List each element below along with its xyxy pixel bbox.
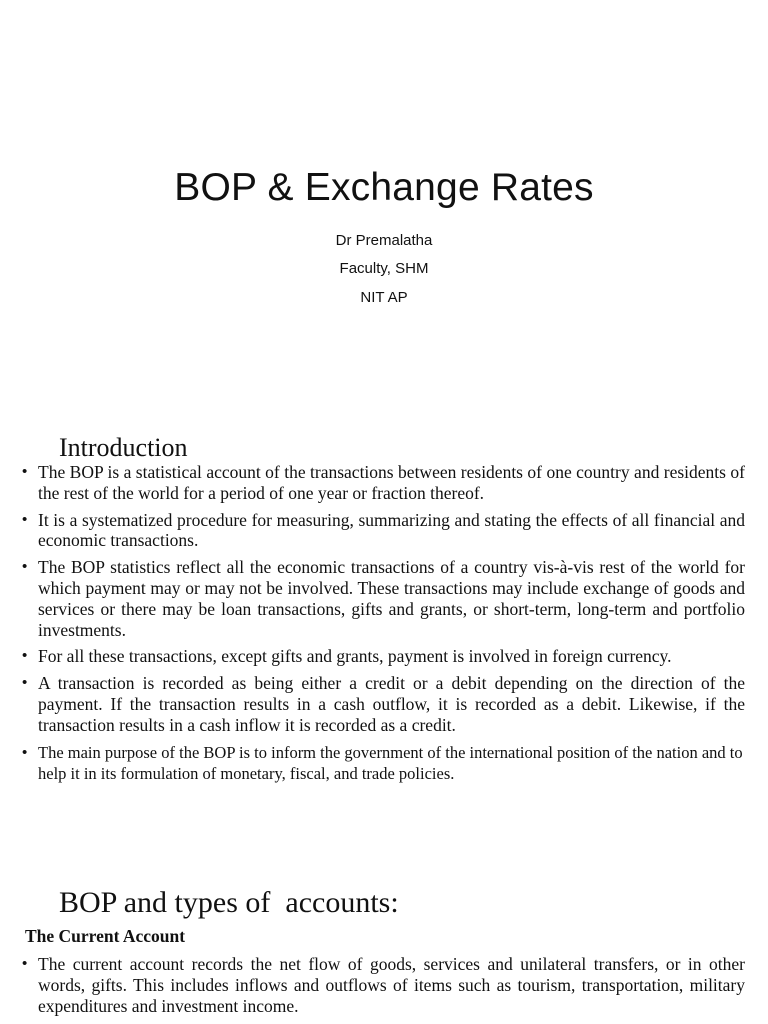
bullet-text: The main purpose of the BOP is to inform the government of the international position of the nation and to help it in its formulation of monetary, fiscal, and trade policies. xyxy=(38,742,743,783)
bullet-item xyxy=(22,742,745,784)
author-name: Dr Premalatha xyxy=(335,232,433,249)
introduction-bullet-list xyxy=(22,462,745,790)
bullet-text: For all these transactions, except gifts and grants, payment is involved in foreign currency. xyxy=(38,646,672,667)
title-slide xyxy=(0,0,768,405)
bullet-icon: • xyxy=(22,674,28,692)
introduction-heading: Introduction xyxy=(59,433,188,462)
bullet-item xyxy=(22,954,745,1016)
bullet-item xyxy=(22,646,745,667)
author-institute: NIT AP xyxy=(360,289,408,306)
bullet-text: A transaction is recorded as being either a credit or a debit depending on the direction of the payment. If the transaction results in a cash outflow, it is recorded as a debit. Likewise, if the transaction results in a cash inflow it is recorded as a credit. xyxy=(38,673,745,735)
bullet-text: It is a systematized procedure for measuring, summarizing and stating the effects of all financial and economic transactions. xyxy=(38,509,745,551)
bullet-icon: • xyxy=(22,955,28,972)
bullet-text: The BOP statistics reflect all the economic transactions of a country vis-à-vis rest of the world for which payment may or may not be involved. These transactions may include exchange of goods and services or there may be loan transactions, gifts and grants, or short-term, long-term and portfolio investments. xyxy=(38,557,745,640)
accounts-heading: BOP and types of accounts: xyxy=(59,886,399,919)
bullet-item xyxy=(22,673,745,735)
bullet-text: The current account records the net flow of goods, services and unilateral transfers, or in other words, gifts. This includes inflows and outflows of items such as tourism, transportation, military expenditures and investment income. xyxy=(38,954,745,1016)
bullet-item xyxy=(22,557,745,640)
bullet-icon: • xyxy=(22,558,28,576)
bullet-icon: • xyxy=(22,510,28,528)
introduction-slide xyxy=(0,405,768,860)
bullet-icon: • xyxy=(22,743,28,761)
current-account-subheading: The Current Account xyxy=(25,926,186,946)
bullet-icon: • xyxy=(22,647,28,665)
accounts-bullet-list xyxy=(22,954,745,1022)
bullet-item xyxy=(22,462,745,504)
accounts-slide xyxy=(0,860,768,1024)
bullet-text: The BOP is a statistical account of the transactions between residents of one country and residents of the rest of the world for a period of one year or fraction thereof. xyxy=(38,462,745,503)
presentation-title: BOP & Exchange Rates xyxy=(174,166,594,209)
bullet-icon: • xyxy=(22,463,28,480)
bullet-item xyxy=(22,510,745,552)
author-faculty: Faculty, SHM xyxy=(339,260,429,277)
